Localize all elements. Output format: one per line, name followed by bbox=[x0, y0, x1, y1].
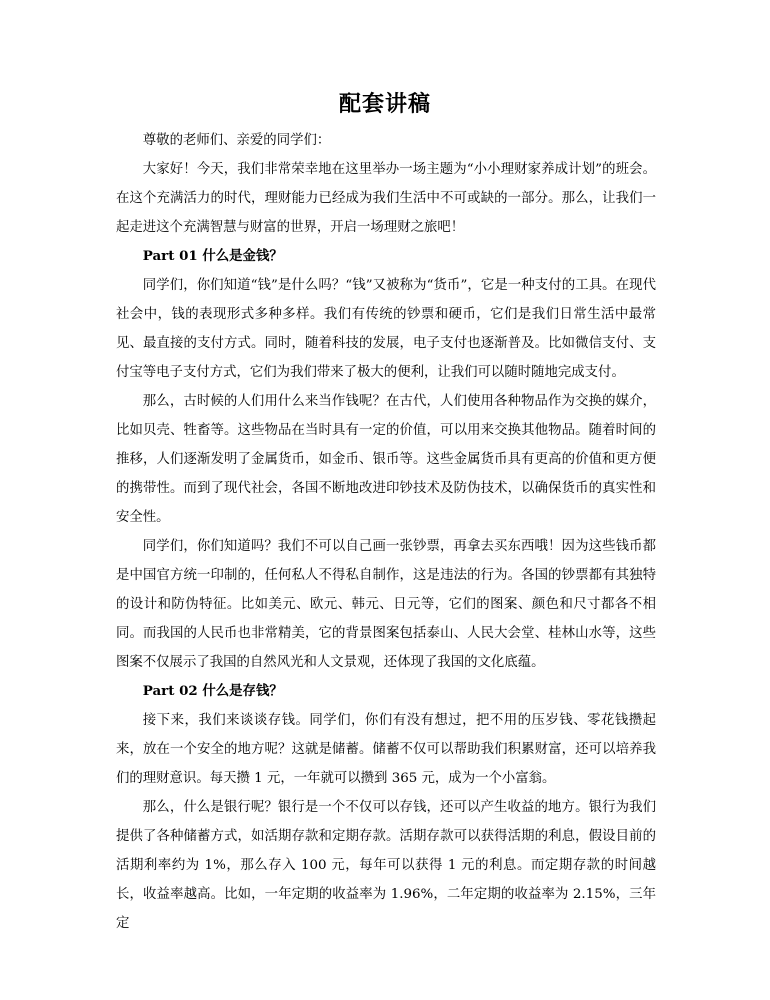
paragraph-greeting: 尊敬的老师们、亲爱的同学们： bbox=[142, 133, 331, 148]
section-heading-part-01: Part 01 什么是金钱？ bbox=[142, 248, 283, 264]
paragraph-banknotes: 同学们，你们知道吗？我们不可以自己画一张钞票，再拿去买东西哦！因为这些钱币都是中国官方统一印制的，任何私人不得私自制作，这是违法的行为。各国的钞票都有其独特的设计和防伪特征。比如美元、欧元、韩元、日元等，它们的图案、颜色和尺寸都各不相同。而我国的人民币也非常精美，它的背景图案包括泰山、人民大会堂、桂林山水等，这些图案不仅展示了我国的自然风光和人文景观，还体现了我国的文化底蕴。 bbox=[116, 539, 656, 670]
page-title: 配套讲稿 bbox=[338, 91, 431, 117]
paragraph-money-definition: 同学们，你们知道“钱”是什么吗？“钱”又被称为“货币”，它是一种支付的工具。在现代社会中，钱的表现形式多种多样。我们有传统的钞票和硬币，它们是我们日常生活中最常见、最直接的支付方式。同时，随着科技的发展，电子支付也逐渐普及。比如微信支付、支付宝等电子支付方式，它们为我们带来了极大的便利，让我们可以随时随地完成支付。 bbox=[116, 278, 656, 380]
section-heading-part-02: Part 02 什么是存钱？ bbox=[142, 683, 283, 699]
paragraph-bank: 那么，什么是银行呢？银行是一个不仅可以存钱，还可以产生收益的地方。银行为我们提供了各种储蓄方式，如活期存款和定期存款。活期存款可以获得活期的利息，假设目前的活期利率约为 1%，那么存入 100 元，每年可以获得 1 元的利息。而定期存款的时间越长，收益率越高。比如，一年定期的收益率为 1.96%，二年定期的收益率为 2.15%，三年定 bbox=[116, 800, 656, 931]
document-body bbox=[116, 126, 656, 938]
paragraph-ancient-money: 那么，古时候的人们用什么来当作钱呢？在古代，人们使用各种物品作为交换的媒介，比如贝壳、牲畜等。这些物品在当时具有一定的价值，可以用来交换其他物品。随着时间的推移，人们逐渐发明了金属货币，如金币、银币等。这些金属货币具有更高的价值和更方便的携带性。而到了现代社会，各国不断地改进印钞技术及防伪技术，以确保货币的真实性和安全性。 bbox=[116, 394, 656, 525]
paragraph-intro: 大家好！今天，我们非常荣幸地在这里举办一场主题为“小小理财家养成计划”的班会。在这个充满活力的时代，理财能力已经成为我们生活中不可或缺的一部分。那么，让我们一起走进这个充满智慧与财富的世界，开启一场理财之旅吧！ bbox=[116, 162, 656, 235]
paragraph-saving: 接下来，我们来谈谈存钱。同学们，你们有没有想过，把不用的压岁钱、零花钱攒起来，放在一个安全的地方呢？这就是储蓄。储蓄不仅可以帮助我们积累财富，还可以培养我们的理财意识。每天攒 1 元，一年就可以攒到 365 元，成为一个小富翁。 bbox=[116, 713, 656, 786]
